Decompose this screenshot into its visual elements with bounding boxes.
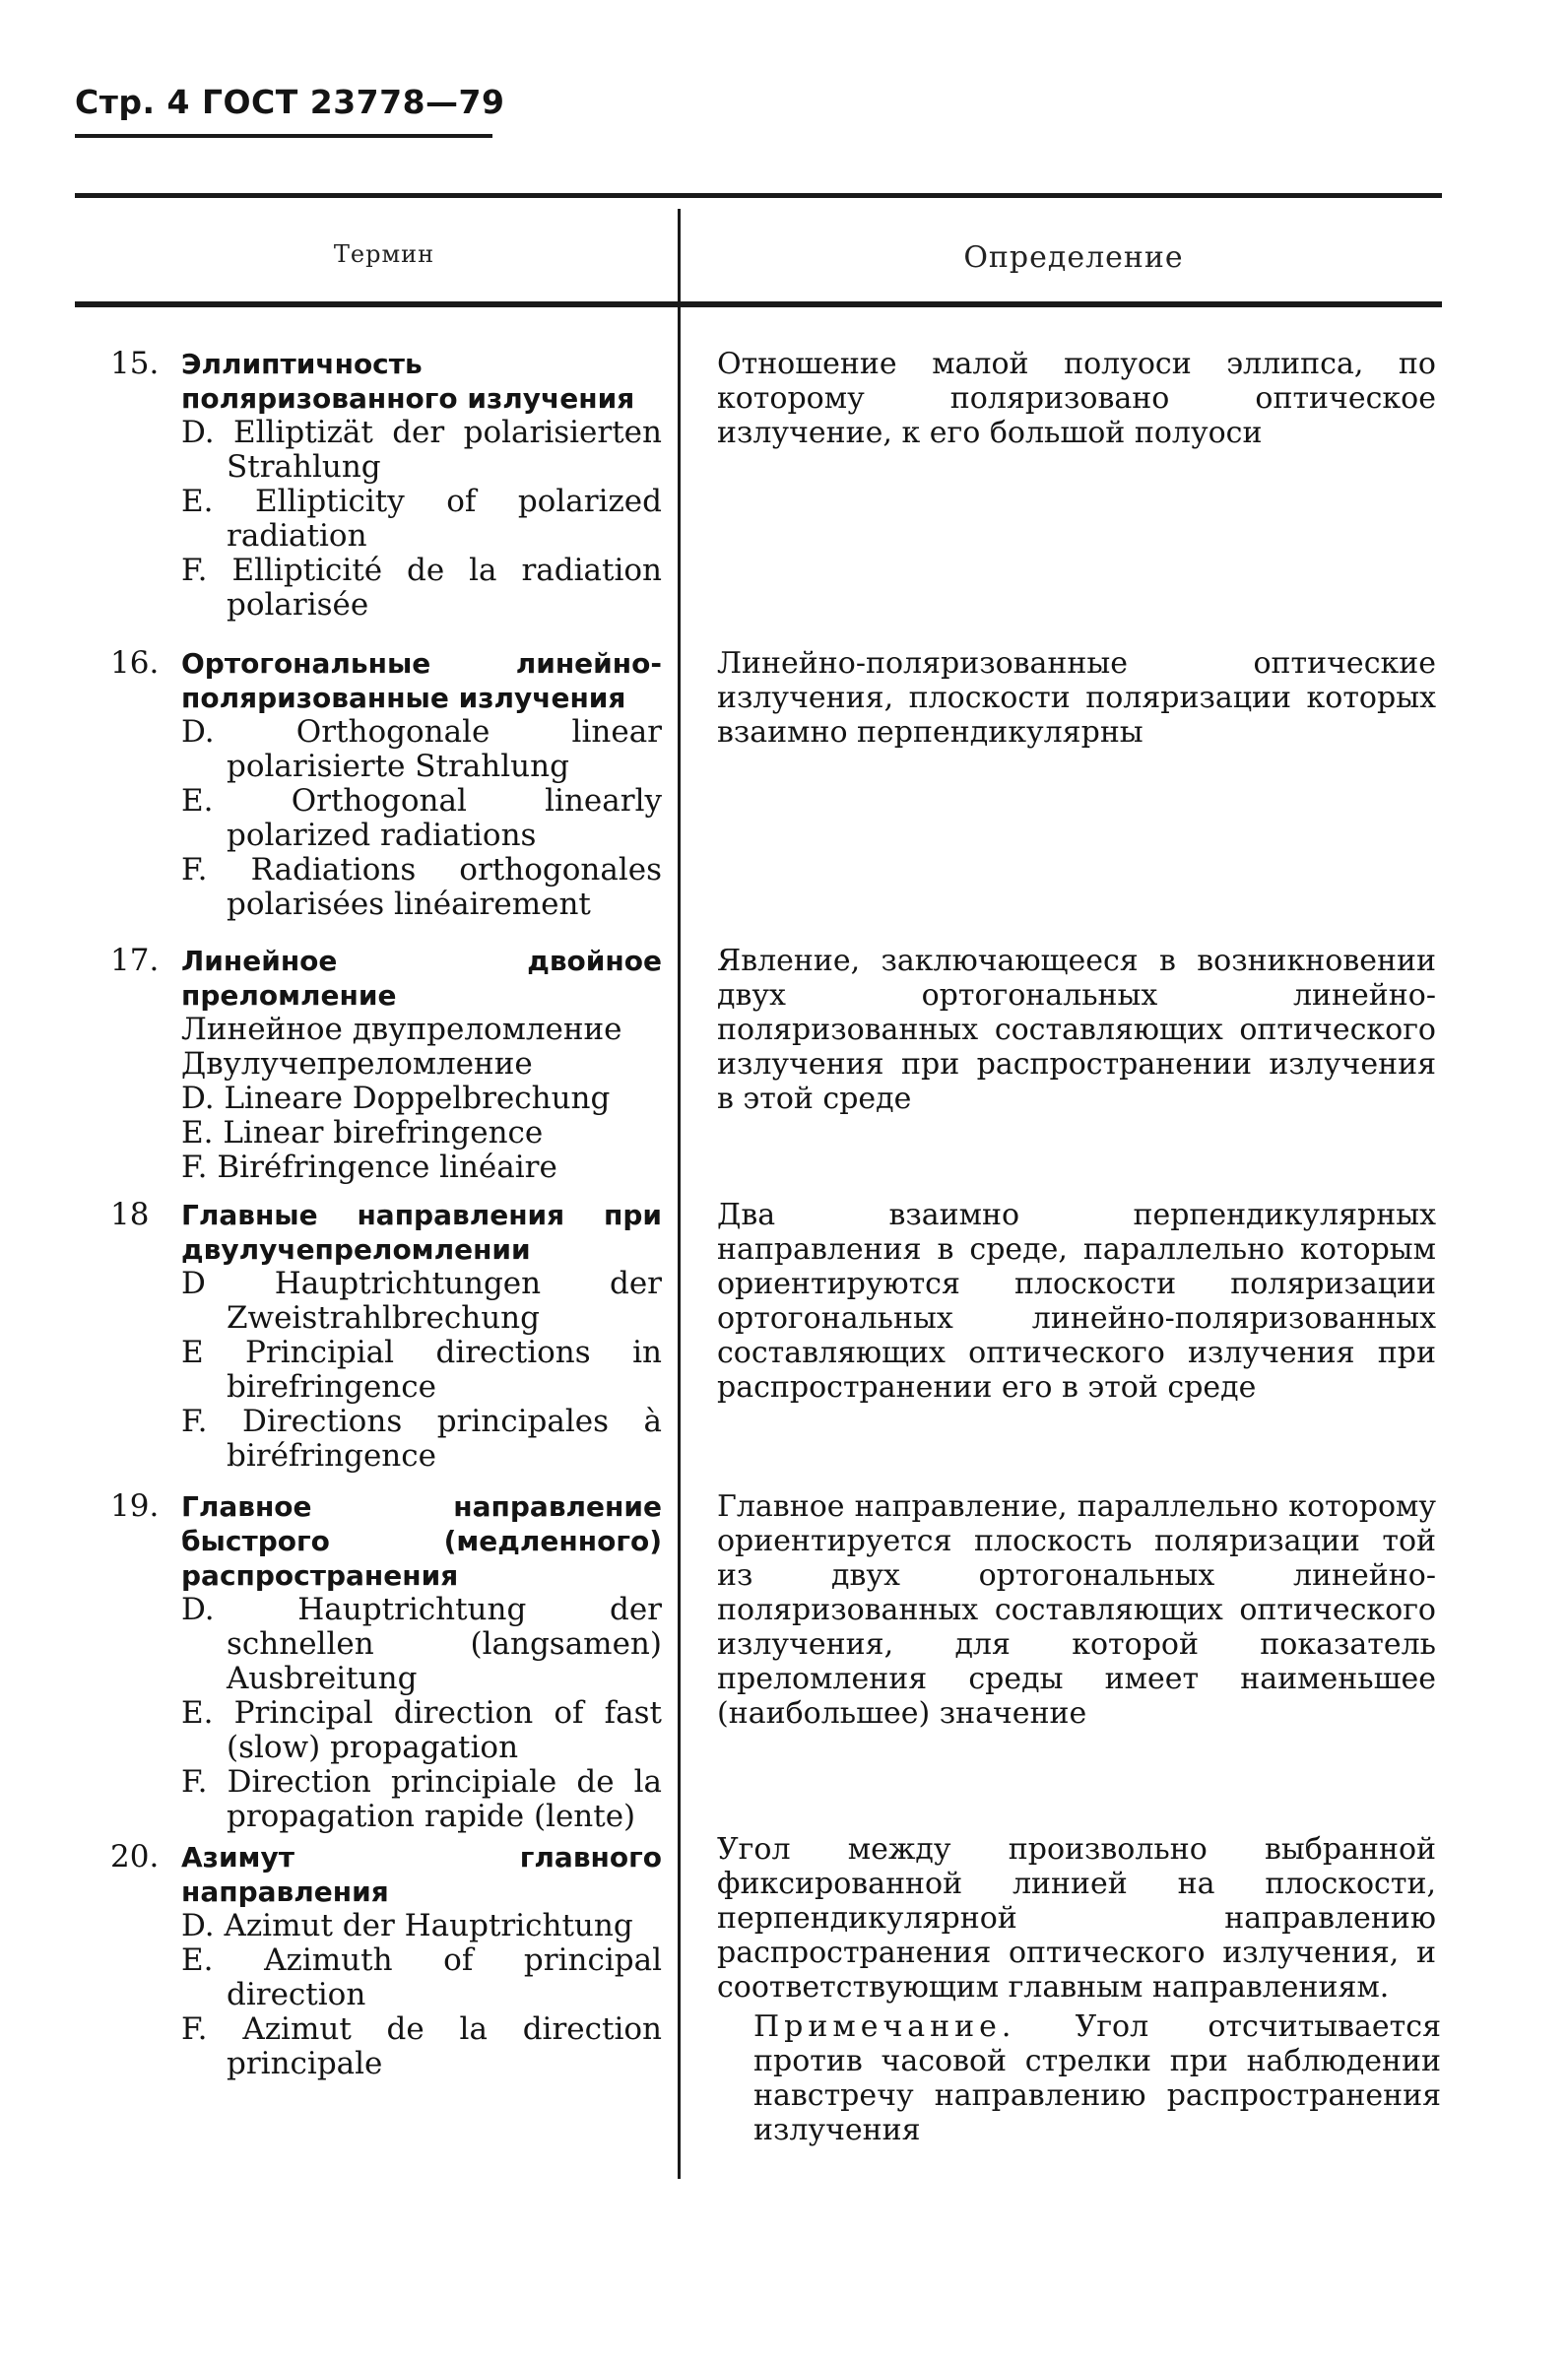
term-number: 18 <box>110 1197 150 1232</box>
term-synonym: Линейное двупреломление <box>181 1012 622 1047</box>
term-entry <box>110 347 662 623</box>
term-entry <box>110 1489 662 1834</box>
term-foreign-fr: F. Ellipticité de la radiation polarisée <box>181 553 662 623</box>
table-top-rule <box>75 193 1442 198</box>
term-foreign-en: E. Orthogonal linearly polarized radiations <box>181 783 662 853</box>
term-definition: Угол между произвольно выбранной фиксированной линией на плоскости, перпендикулярной направлению распространения оптического излучения, и соответствующим главным направлениям. <box>717 1832 1436 2005</box>
term-definition: Линейно-поляризованные оптические излучения, плоскости поляризации которых взаимно перпендикулярны <box>717 646 1436 750</box>
term-title: Главное направление быстрого (медленного) распространения <box>181 1490 662 1592</box>
page-header <box>75 83 504 121</box>
term-foreign-en: E. Ellipticity of polarized radiation <box>181 484 662 554</box>
term-title: Ортогональные линейно-поляризованные излучения <box>181 647 662 714</box>
column-header-term: Термин <box>333 240 435 268</box>
term-foreign-de: D. Azimut der Hauptrichtung <box>181 1908 633 1943</box>
term-title: Эллиптичность поляризованного излучения <box>181 348 635 415</box>
term-number: 20. <box>110 1839 160 1875</box>
term-foreign-de: D. Lineare Doppelbrechung <box>181 1081 611 1116</box>
term-foreign-fr: F. Direction principiale de la propagation rapide (lente) <box>181 1764 662 1834</box>
term-synonym: Двулучепреломление <box>181 1046 533 1082</box>
term-title: Азимут главного направления <box>181 1841 662 1908</box>
term-foreign-fr: F. Radiations orthogonales polarisées linéairement <box>181 852 662 922</box>
term-foreign-de: D. Hauptrichtung der schnellen (langsamen) Ausbreitung <box>181 1592 662 1696</box>
term-foreign-en: E Principial directions in birefringence <box>181 1335 662 1405</box>
term-note <box>753 2009 1441 2147</box>
term-number: 19. <box>110 1488 160 1524</box>
term-title: Линейное двойное преломление <box>181 945 662 1012</box>
term-title: Главные направления при двулучепреломлении <box>181 1199 662 1266</box>
column-header-definition: Определение <box>963 240 1184 275</box>
header-rule <box>75 134 492 138</box>
term-number: 17. <box>110 943 160 978</box>
term-foreign-de: D Hauptrichtungen der Zweistrahlbrechung <box>181 1266 662 1336</box>
term-foreign-en: E. Azimuth of principal direction <box>181 1942 662 2012</box>
term-definition: Отношение малой полуоси эллипса, по которому поляризовано оптическое излучение, к его большой полуоси <box>717 347 1436 450</box>
term-definition: Два взаимно перпендикулярных направления в среде, параллельно которым ориентируются плоскости поляризации ортогональных линейно-поляризованных составляющих оптического излучения при распространении его в этой среде <box>717 1198 1436 1405</box>
note-label: Примечание. <box>753 2009 1016 2044</box>
term-entry <box>110 1840 662 2081</box>
term-foreign-fr: F. Azimut de la direction principale <box>181 2011 662 2081</box>
term-foreign-en: E. Linear birefringence <box>181 1115 544 1151</box>
term-number: 16. <box>110 645 160 681</box>
page-label: Стр. 4 ГОСТ 23778—79 <box>75 83 505 121</box>
note-text: Угол отсчитывается против часовой стрелки при наблюдении навстречу направлению распространения излучения <box>753 2009 1441 2147</box>
term-number: 15. <box>110 346 160 381</box>
term-foreign-de: D. Elliptizät der polarisierten Strahlung <box>181 415 662 485</box>
table-header-rule <box>75 301 1442 307</box>
term-foreign-en: E. Principal direction of fast (slow) propagation <box>181 1695 662 1765</box>
term-entry <box>110 646 662 922</box>
term-definition: Главное направление, параллельно которому ориентируется плоскость поляризации той из двух ортогональных линейно-поляризованных составляющих оптического излучения, для которой показатель преломления среды имеет наименьшее (наибольшее) значение <box>717 1489 1436 1731</box>
column-divider <box>678 209 681 2179</box>
term-foreign-de: D. Orthogonale linear polarisierte Strahlung <box>181 714 662 784</box>
term-entry <box>110 944 662 1185</box>
term-entry <box>110 1198 662 1474</box>
term-definition: Явление, заключающееся в возникновении двух ортогональных линейно-поляризованных составляющих оптического излучения при распространении излучения в этой среде <box>717 944 1436 1116</box>
term-foreign-fr: F. Directions principales à biréfringence <box>181 1404 662 1474</box>
term-foreign-fr: F. Biréfringence linéaire <box>181 1150 557 1185</box>
